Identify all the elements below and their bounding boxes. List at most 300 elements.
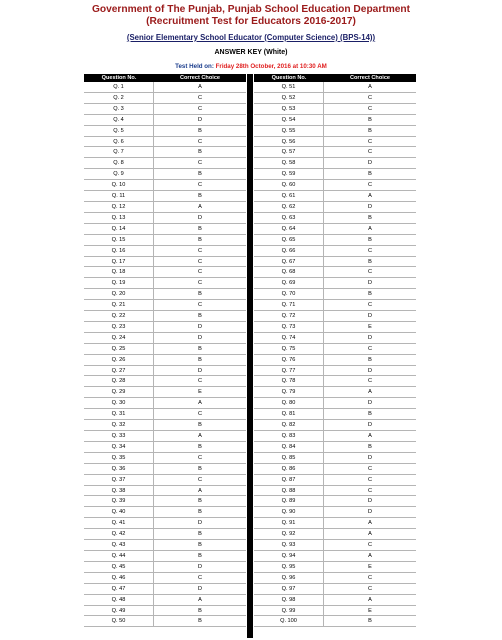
table-row xyxy=(254,147,416,158)
question-number: Q. 94 xyxy=(254,551,324,561)
correct-choice: C xyxy=(367,574,373,581)
page-title: Government of The Punjab, Punjab School Education Department xyxy=(91,4,411,15)
question-number: Q. 97 xyxy=(254,584,324,594)
correct-choice: D xyxy=(367,498,373,505)
table-row xyxy=(84,573,246,584)
table-body-left xyxy=(84,82,246,627)
correct-choice: C xyxy=(197,258,203,265)
table-row xyxy=(254,431,416,442)
correct-choice: C xyxy=(367,302,373,309)
correct-choice: E xyxy=(368,563,372,570)
table-row xyxy=(254,366,416,377)
correct-choice: D xyxy=(367,313,373,320)
table-row xyxy=(84,104,246,115)
table-row xyxy=(254,333,416,344)
correct-choice: B xyxy=(198,225,202,232)
correct-choice: C xyxy=(367,542,373,549)
table-row xyxy=(254,289,416,300)
table-row xyxy=(84,115,246,126)
table-row xyxy=(84,507,246,518)
question-number: Q. 99 xyxy=(254,606,324,616)
question-number: Q. 8 xyxy=(84,158,154,168)
table-row xyxy=(254,191,416,202)
correct-choice: D xyxy=(197,367,203,374)
question-number: Q. 10 xyxy=(84,180,154,190)
question-number: Q. 96 xyxy=(254,573,324,583)
correct-choice: A xyxy=(198,487,202,494)
question-number: Q. 84 xyxy=(254,442,324,452)
table-row xyxy=(84,464,246,475)
question-number: Q. 27 xyxy=(84,366,154,376)
table-row xyxy=(254,387,416,398)
question-number: Q. 63 xyxy=(254,213,324,223)
question-number: Q. 36 xyxy=(84,464,154,474)
table-row xyxy=(84,475,246,486)
correct-choice: C xyxy=(197,105,203,112)
question-number: Q. 76 xyxy=(254,355,324,365)
answer-table-left xyxy=(84,74,246,627)
table-row xyxy=(84,82,246,93)
correct-choice: C xyxy=(197,138,203,145)
table-row xyxy=(254,104,416,115)
question-number: Q. 12 xyxy=(84,202,154,212)
table-row xyxy=(84,431,246,442)
table-row xyxy=(254,246,416,257)
table-row xyxy=(84,453,246,464)
correct-choice: E xyxy=(198,389,202,396)
question-number: Q. 31 xyxy=(84,409,154,419)
table-row xyxy=(84,551,246,562)
correct-choice: D xyxy=(367,203,373,210)
table-row xyxy=(254,616,416,627)
correct-choice: C xyxy=(367,585,373,592)
question-number: Q. 11 xyxy=(84,191,154,201)
table-row xyxy=(84,584,246,595)
question-number: Q. 53 xyxy=(254,104,324,114)
question-number: Q. 61 xyxy=(254,191,324,201)
correct-choice: D xyxy=(367,454,373,461)
correct-choice: A xyxy=(368,596,372,603)
question-number: Q. 41 xyxy=(84,518,154,528)
correct-choice: B xyxy=(198,531,202,538)
table-row xyxy=(254,453,416,464)
correct-choice: B xyxy=(198,607,202,614)
table-row xyxy=(254,540,416,551)
correct-choice: B xyxy=(198,443,202,450)
table-row xyxy=(254,202,416,213)
question-number: Q. 18 xyxy=(84,267,154,277)
table-row xyxy=(84,366,246,377)
table-row xyxy=(254,398,416,409)
question-number: Q. 25 xyxy=(84,344,154,354)
question-number: Q. 7 xyxy=(84,147,154,157)
correct-choice: D xyxy=(197,323,203,330)
correct-choice: C xyxy=(197,247,203,254)
correct-choice: C xyxy=(197,302,203,309)
table-row xyxy=(254,355,416,366)
correct-choice: C xyxy=(197,94,203,101)
table-row xyxy=(84,278,246,289)
correct-choice: D xyxy=(367,280,373,287)
question-number: Q. 14 xyxy=(84,224,154,234)
question-number: Q. 88 xyxy=(254,486,324,496)
table-row xyxy=(84,300,246,311)
correct-choice: A xyxy=(368,389,372,396)
correct-choice: C xyxy=(197,574,203,581)
table-row xyxy=(84,235,246,246)
question-number: Q. 74 xyxy=(254,333,324,343)
table-row xyxy=(84,137,246,148)
correct-choice: B xyxy=(368,236,372,243)
question-number: Q. 19 xyxy=(84,278,154,288)
table-row xyxy=(254,529,416,540)
correct-choice: A xyxy=(198,203,202,210)
question-number: Q. 9 xyxy=(84,169,154,179)
table-row xyxy=(84,246,246,257)
correct-choice: B xyxy=(368,356,372,363)
table-row xyxy=(84,518,246,529)
correct-choice: B xyxy=(198,552,202,559)
table-row xyxy=(254,180,416,191)
answer-table-right xyxy=(254,74,416,627)
question-number: Q. 86 xyxy=(254,464,324,474)
correct-choice: B xyxy=(198,127,202,134)
table-header xyxy=(254,74,416,82)
question-number: Q. 20 xyxy=(84,289,154,299)
correct-choice: C xyxy=(367,487,373,494)
correct-choice: C xyxy=(197,280,203,287)
question-number: Q. 79 xyxy=(254,387,324,397)
correct-choice: A xyxy=(198,596,202,603)
table-row xyxy=(84,202,246,213)
question-number: Q. 16 xyxy=(84,246,154,256)
table-row xyxy=(254,267,416,278)
table-row xyxy=(84,376,246,387)
correct-choice: C xyxy=(197,378,203,385)
correct-choice: B xyxy=(368,116,372,123)
correct-choice: C xyxy=(367,247,373,254)
correct-choice: B xyxy=(198,422,202,429)
table-row xyxy=(84,224,246,235)
table-row xyxy=(84,442,246,453)
question-number: Q. 92 xyxy=(254,529,324,539)
column-divider xyxy=(247,74,253,638)
question-number: Q. 56 xyxy=(254,137,324,147)
table-row xyxy=(84,344,246,355)
question-number: Q. 45 xyxy=(84,562,154,572)
correct-choice: C xyxy=(367,94,373,101)
table-row xyxy=(254,442,416,453)
question-number: Q. 15 xyxy=(84,235,154,245)
question-number: Q. 72 xyxy=(254,311,324,321)
question-number: Q. 68 xyxy=(254,267,324,277)
question-number: Q. 50 xyxy=(84,616,154,626)
correct-choice: C xyxy=(367,182,373,189)
correct-choice: D xyxy=(367,509,373,516)
question-number: Q. 6 xyxy=(84,137,154,147)
table-row xyxy=(84,93,246,104)
question-number: Q. 85 xyxy=(254,453,324,463)
question-number: Q. 17 xyxy=(84,257,154,267)
table-row xyxy=(254,93,416,104)
question-number: Q. 21 xyxy=(84,300,154,310)
question-number: Q. 38 xyxy=(84,486,154,496)
question-number: Q. 44 xyxy=(84,551,154,561)
question-number: Q. 95 xyxy=(254,562,324,572)
correct-choice: C xyxy=(367,465,373,472)
test-held-line xyxy=(0,63,502,71)
correct-choice: D xyxy=(197,214,203,221)
table-row xyxy=(84,616,246,627)
correct-choice: B xyxy=(198,345,202,352)
correct-choice: C xyxy=(197,160,203,167)
correct-choice: B xyxy=(198,356,202,363)
table-row xyxy=(254,300,416,311)
correct-choice: C xyxy=(367,476,373,483)
table-row xyxy=(254,409,416,420)
correct-choice: A xyxy=(198,84,202,90)
table-row xyxy=(84,387,246,398)
correct-choice: A xyxy=(368,225,372,232)
question-number: Q. 73 xyxy=(254,322,324,332)
correct-choice: C xyxy=(367,378,373,385)
correct-choice: B xyxy=(198,193,202,200)
table-row xyxy=(254,562,416,573)
correct-choice: E xyxy=(368,323,372,330)
table-row xyxy=(254,235,416,246)
table-row xyxy=(254,224,416,235)
question-number: Q. 42 xyxy=(84,529,154,539)
question-number: Q. 39 xyxy=(84,496,154,506)
question-number: Q. 33 xyxy=(84,431,154,441)
test-held-date: Friday 28th October, 2016 at 10:30 AM xyxy=(215,63,327,70)
table-row xyxy=(254,169,416,180)
correct-choice: A xyxy=(368,531,372,538)
table-row xyxy=(254,606,416,617)
table-row xyxy=(254,213,416,224)
correct-choice: D xyxy=(197,585,203,592)
question-number: Q. 40 xyxy=(84,507,154,517)
table-row xyxy=(254,584,416,595)
table-row xyxy=(254,344,416,355)
correct-choice: D xyxy=(197,520,203,527)
table-row xyxy=(84,147,246,158)
question-number: Q. 51 xyxy=(254,82,324,92)
question-number: Q. 77 xyxy=(254,366,324,376)
page-title-secondary: (Recruitment Test for Educators 2016-2017) xyxy=(146,16,356,27)
correct-choice: E xyxy=(368,607,372,614)
question-number: Q. 60 xyxy=(254,180,324,190)
correct-choice: C xyxy=(367,105,373,112)
table-row xyxy=(254,115,416,126)
table-row xyxy=(254,126,416,137)
correct-choice: A xyxy=(368,552,372,559)
table-row xyxy=(84,409,246,420)
question-number: Q. 57 xyxy=(254,147,324,157)
table-row xyxy=(84,289,246,300)
column-header-choice: Correct Choice xyxy=(349,75,391,81)
correct-choice: D xyxy=(197,116,203,123)
question-number: Q. 29 xyxy=(84,387,154,397)
correct-choice: C xyxy=(367,149,373,156)
question-number: Q. 59 xyxy=(254,169,324,179)
column-header-question: Question No. xyxy=(271,75,307,81)
question-number: Q. 75 xyxy=(254,344,324,354)
question-number: Q. 23 xyxy=(84,322,154,332)
correct-choice: A xyxy=(368,84,372,90)
correct-choice: C xyxy=(367,269,373,276)
table-row xyxy=(254,486,416,497)
question-number: Q. 3 xyxy=(84,104,154,114)
correct-choice: C xyxy=(197,454,203,461)
question-number: Q. 1 xyxy=(84,82,154,92)
column-header-choice: Correct Choice xyxy=(179,75,221,81)
table-row xyxy=(84,606,246,617)
question-number: Q. 62 xyxy=(254,202,324,212)
question-number: Q. 13 xyxy=(84,213,154,223)
table-row xyxy=(254,551,416,562)
table-row xyxy=(254,82,416,93)
correct-choice: D xyxy=(367,422,373,429)
correct-choice: B xyxy=(198,291,202,298)
table-row xyxy=(84,126,246,137)
correct-choice: C xyxy=(197,269,203,276)
question-number: Q. 46 xyxy=(84,573,154,583)
table-row xyxy=(254,257,416,268)
question-number: Q. 4 xyxy=(84,115,154,125)
correct-choice: B xyxy=(368,443,372,450)
table-body-right xyxy=(254,82,416,627)
correct-choice: D xyxy=(367,334,373,341)
question-number: Q. 37 xyxy=(84,475,154,485)
question-number: Q. 91 xyxy=(254,518,324,528)
question-number: Q. 87 xyxy=(254,475,324,485)
correct-choice: B xyxy=(368,411,372,418)
question-number: Q. 89 xyxy=(254,496,324,506)
question-number: Q. 32 xyxy=(84,420,154,430)
table-row xyxy=(84,562,246,573)
question-number: Q. 55 xyxy=(254,126,324,136)
column-header-question: Question No. xyxy=(101,75,137,81)
correct-choice: D xyxy=(367,160,373,167)
correct-choice: C xyxy=(367,138,373,145)
table-row xyxy=(84,486,246,497)
correct-choice: C xyxy=(367,345,373,352)
table-row xyxy=(254,595,416,606)
table-row xyxy=(84,169,246,180)
question-number: Q. 100 xyxy=(254,616,324,626)
table-row xyxy=(254,475,416,486)
question-number: Q. 43 xyxy=(84,540,154,550)
correct-choice: D xyxy=(197,334,203,341)
correct-choice: D xyxy=(367,400,373,407)
table-row xyxy=(84,333,246,344)
table-row xyxy=(254,518,416,529)
question-number: Q. 69 xyxy=(254,278,324,288)
table-row xyxy=(84,355,246,366)
table-row xyxy=(254,137,416,148)
question-number: Q. 67 xyxy=(254,257,324,267)
table-row xyxy=(254,158,416,169)
question-number: Q. 93 xyxy=(254,540,324,550)
correct-choice: B xyxy=(368,291,372,298)
correct-choice: A xyxy=(368,433,372,439)
question-number: Q. 34 xyxy=(84,442,154,452)
table-row xyxy=(254,322,416,333)
question-number: Q. 98 xyxy=(254,595,324,605)
table-row xyxy=(84,529,246,540)
correct-choice: B xyxy=(198,498,202,505)
question-number: Q. 5 xyxy=(84,126,154,136)
question-number: Q. 81 xyxy=(254,409,324,419)
table-row xyxy=(254,420,416,431)
table-row xyxy=(84,213,246,224)
table-row xyxy=(254,311,416,322)
table-row xyxy=(254,507,416,518)
question-number: Q. 26 xyxy=(84,355,154,365)
question-number: Q. 66 xyxy=(254,246,324,256)
question-number: Q. 2 xyxy=(84,93,154,103)
question-number: Q. 22 xyxy=(84,311,154,321)
table-row xyxy=(254,278,416,289)
correct-choice: C xyxy=(197,411,203,418)
correct-choice: A xyxy=(198,433,202,439)
correct-choice: B xyxy=(368,214,372,221)
correct-choice: B xyxy=(198,465,202,472)
correct-choice: B xyxy=(368,258,372,265)
correct-choice: B xyxy=(198,542,202,549)
correct-choice: B xyxy=(368,127,372,134)
table-row xyxy=(84,191,246,202)
correct-choice: B xyxy=(198,313,202,320)
correct-choice: A xyxy=(368,193,372,200)
question-number: Q. 83 xyxy=(254,431,324,441)
question-number: Q. 82 xyxy=(254,420,324,430)
question-number: Q. 70 xyxy=(254,289,324,299)
table-row xyxy=(84,257,246,268)
table-header xyxy=(84,74,246,82)
question-number: Q. 80 xyxy=(254,398,324,408)
table-row xyxy=(84,267,246,278)
correct-choice: B xyxy=(198,236,202,243)
correct-choice: A xyxy=(368,520,372,527)
post-subtitle: (Senior Elementary School Educator (Computer Science) (BPS-14)) xyxy=(126,33,376,42)
correct-choice: C xyxy=(197,476,203,483)
question-number: Q. 35 xyxy=(84,453,154,463)
table-row xyxy=(84,540,246,551)
question-number: Q. 24 xyxy=(84,333,154,343)
question-number: Q. 48 xyxy=(84,595,154,605)
question-number: Q. 90 xyxy=(254,507,324,517)
answer-key-label: ANSWER KEY (White) xyxy=(214,49,288,56)
table-row xyxy=(84,496,246,507)
correct-choice: B xyxy=(198,618,202,625)
table-row xyxy=(84,180,246,191)
correct-choice: D xyxy=(197,563,203,570)
table-row xyxy=(254,496,416,507)
correct-choice: A xyxy=(198,400,202,407)
table-row xyxy=(84,311,246,322)
question-number: Q. 71 xyxy=(254,300,324,310)
correct-choice: B xyxy=(368,618,372,625)
correct-choice: B xyxy=(198,171,202,178)
question-number: Q. 65 xyxy=(254,235,324,245)
table-row xyxy=(254,573,416,584)
question-number: Q. 30 xyxy=(84,398,154,408)
correct-choice: B xyxy=(198,509,202,516)
table-row xyxy=(84,420,246,431)
correct-choice: D xyxy=(367,367,373,374)
